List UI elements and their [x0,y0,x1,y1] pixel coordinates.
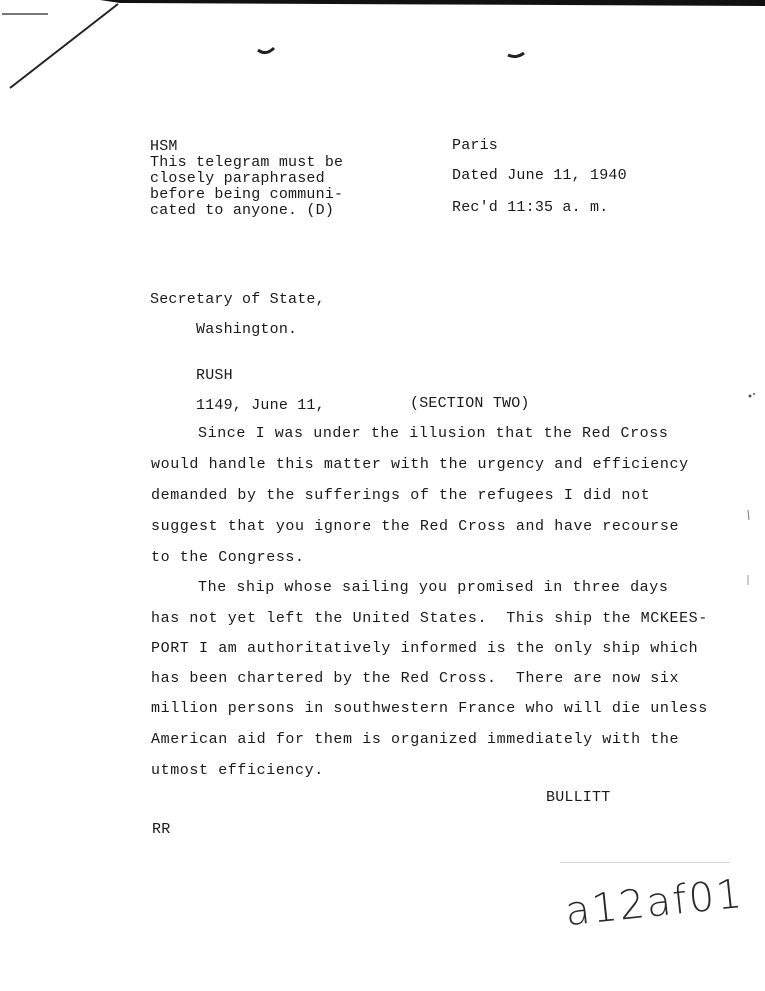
body-line: suggest that you ignore the Red Cross and have recourse [151,518,680,535]
paraphrase-notice-line: before being communi- [150,186,344,203]
paraphrase-notice-line: cated to anyone. (D) [150,202,335,219]
section-label: (SECTION TWO) [410,395,530,412]
telegram-number-date: 1149, June 11, [196,397,325,414]
operator-initials: RR [152,821,171,838]
body-line: utmost efficiency. [151,762,324,779]
body-line: million persons in southwestern France who will die unless [151,700,708,717]
faint-rule [560,862,730,863]
body-line: demanded by the sufferings of the refugees I did not [151,487,651,504]
body-line: American aid for them is organized immediately with the [151,731,680,748]
paraphrase-notice-line: closely paraphrased [150,170,325,187]
scan-edge-artifact [0,0,765,100]
priority-label: RUSH [196,367,233,384]
addressee-location: Washington. [196,321,298,338]
handwritten-archive-number: a12af01 [563,870,746,936]
body-line: has not yet left the United States. This ship the MCKEES- [151,610,708,627]
addressee-title: Secretary of State, [150,291,325,308]
received-line: Rec'd 11:35 a. m. [452,199,609,216]
dated-line: Dated June 11, 1940 [452,167,627,184]
body-line: to the Congress. [151,549,305,566]
body-line: has been chartered by the Red Cross. There are now six [151,670,680,687]
body-line: Since I was under the illusion that the Red Cross [198,425,669,442]
routing-code: HSM [150,138,178,155]
origin-city: Paris [452,137,499,154]
signature: BULLITT [546,789,611,806]
margin-marks [740,380,765,620]
body-line: PORT I am authoritatively informed is the only ship which [151,640,699,657]
paraphrase-notice-line: This telegram must be [150,154,344,171]
body-line: The ship whose sailing you promised in three days [198,579,669,596]
body-line: would handle this matter with the urgency and efficiency [151,456,689,473]
